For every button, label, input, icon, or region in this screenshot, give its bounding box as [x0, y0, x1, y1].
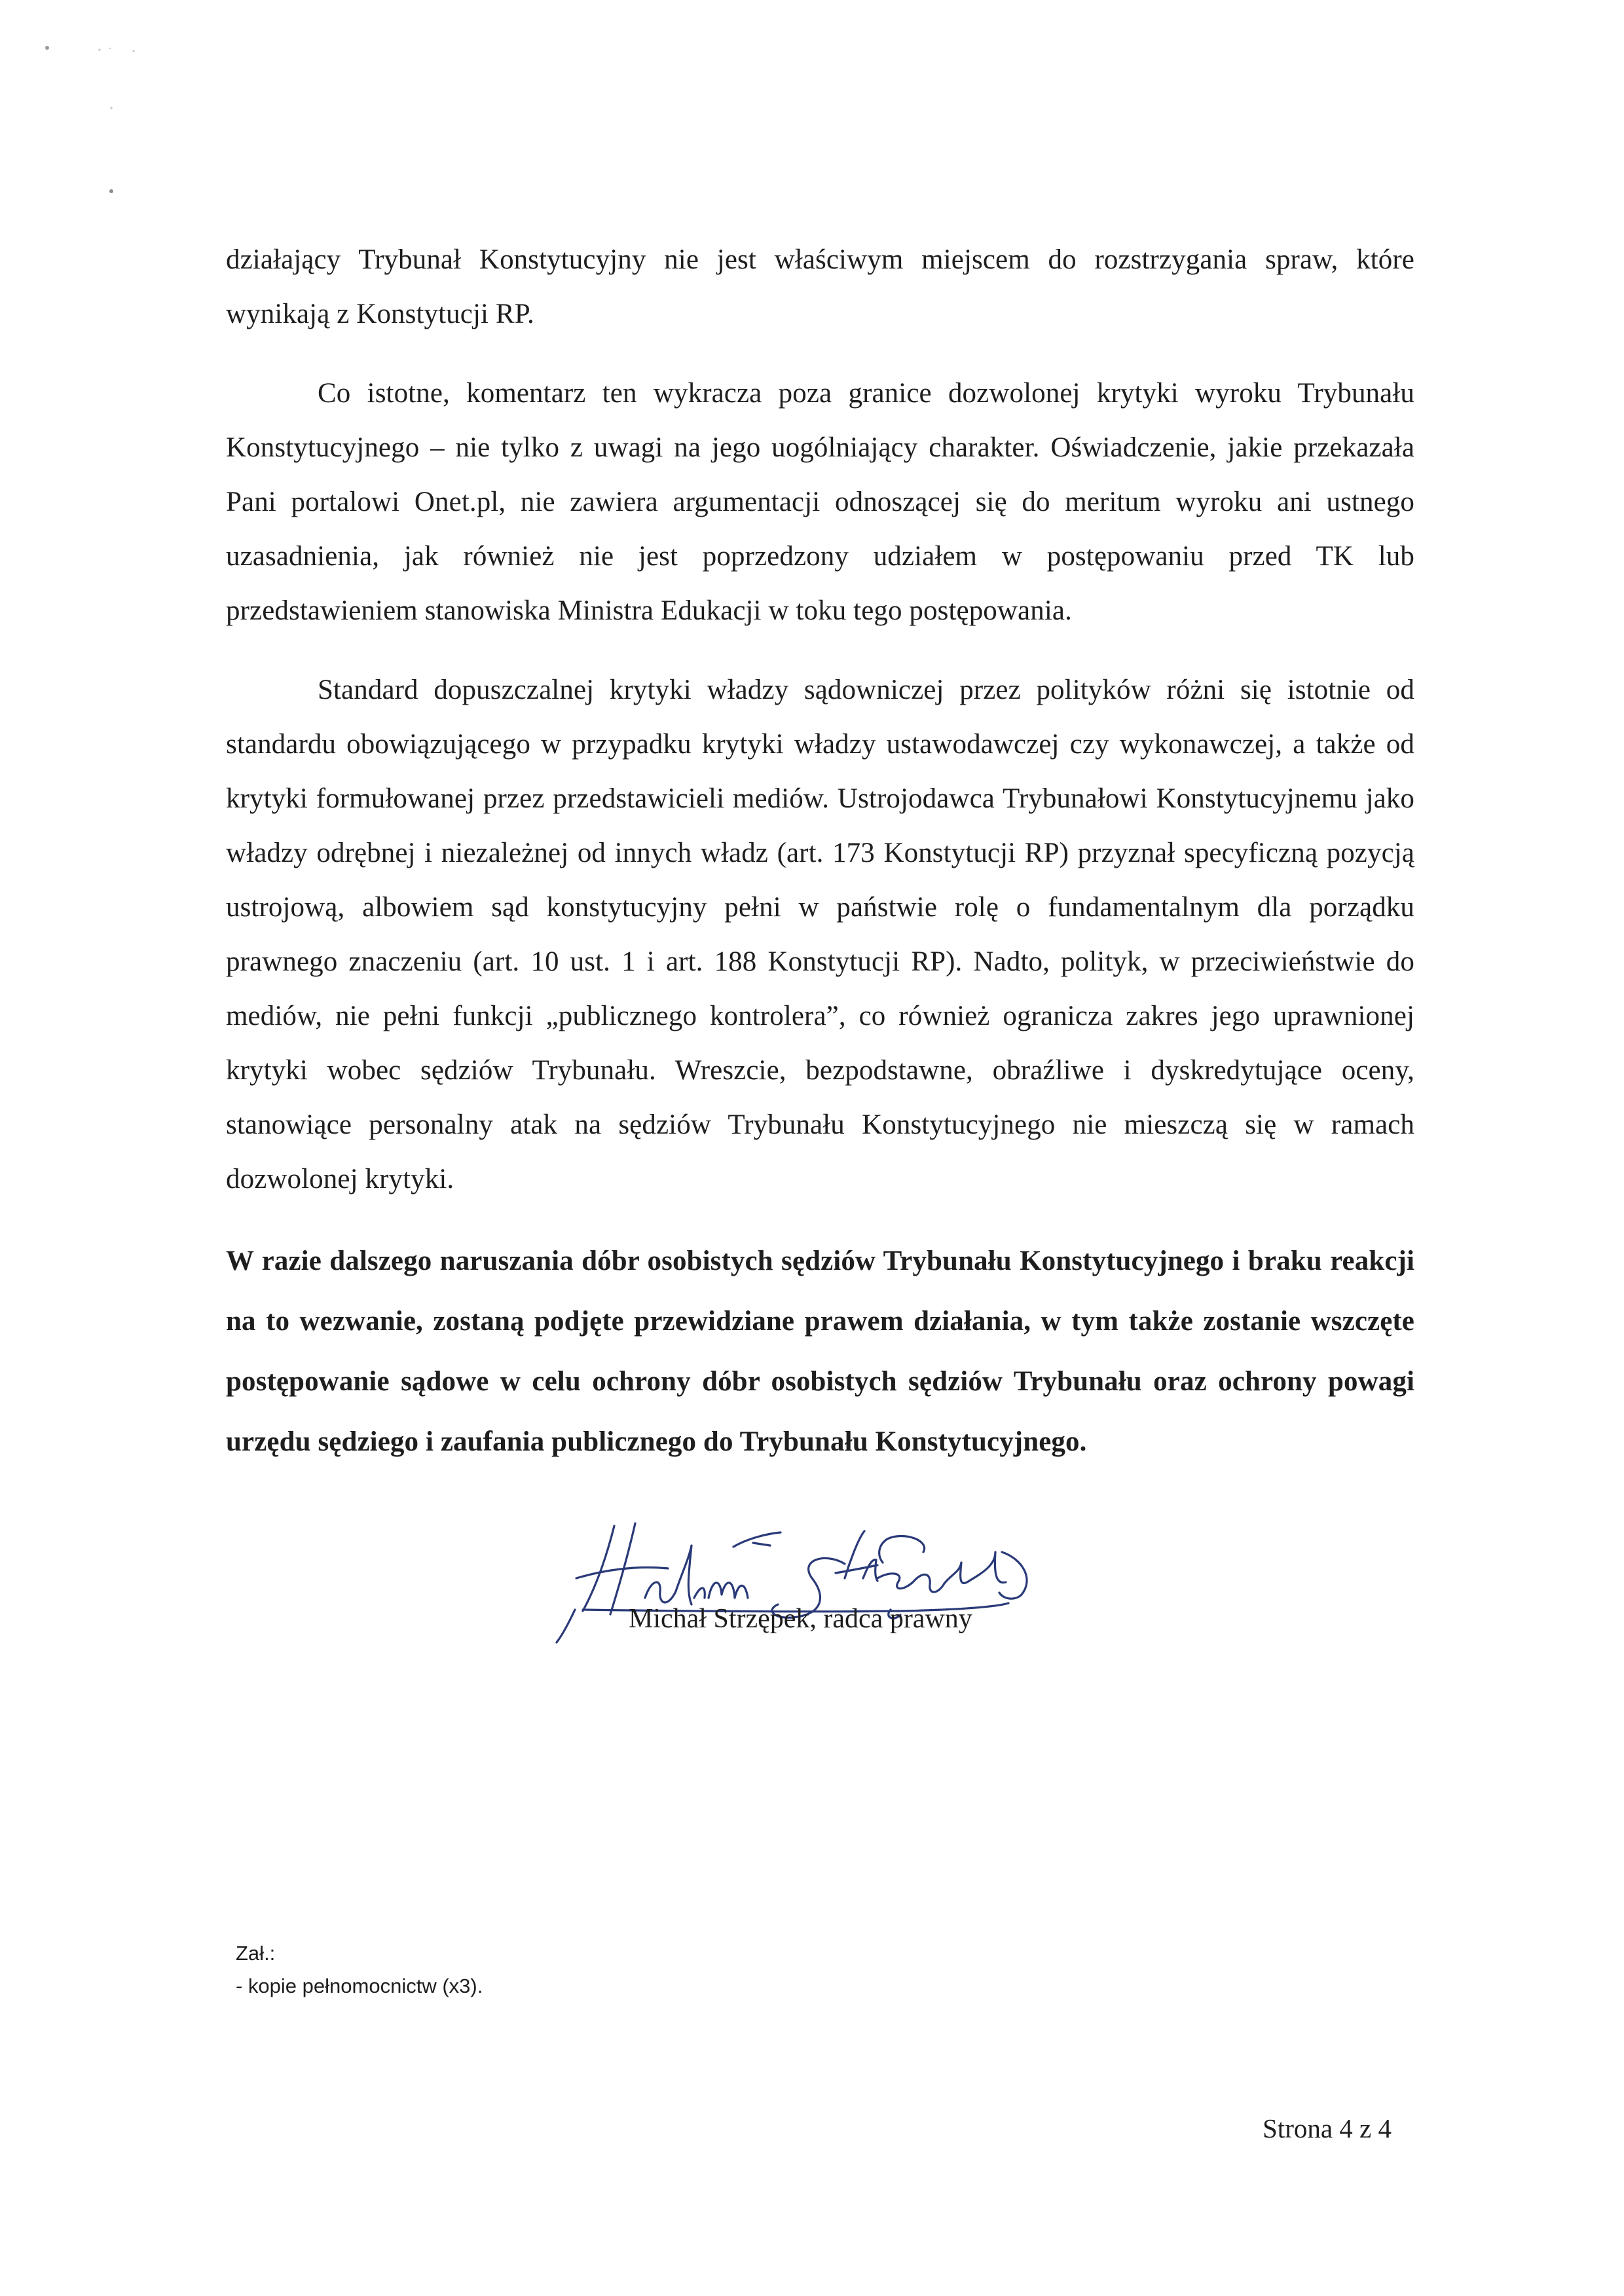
paragraph-critique-scope: Co istotne, komentarz ten wykracza poza granice dozwolonej krytyki wyroku Trybunału Konstytucyjnego – nie tylko z uwagi na jego uogólniający charakter. Oświadczenie, jakie przekazała Pani portalowi Onet.pl, nie zawiera argumentacji odnoszącej się do meritum wyroku ani ustnego uzasadnienia, jak również nie jest poprzedzony udziałem w postępowaniu przed TK lub przedstawieniem stanowiska Ministra Edukacji w toku tego postępowania.	[226, 378, 1414, 626]
attachments-section	[236, 1937, 483, 2003]
letter-body	[226, 232, 1414, 1497]
scan-specks	[0, 0, 170, 210]
paragraph-warning: W razie dalszego naruszania dóbr osobistych sędziów Trybunału Konstytucyjnego i braku reakcji na to wezwanie, zostaną podjęte przewidziane prawem działania, w tym także zostanie wszczęte postępowanie sądowe w celu ochrony dóbr osobistych sędziów Trybunału oraz ochrony powagi urzędu sędziego i zaufania publicznego do Trybunału Konstytucyjnego.	[226, 1246, 1414, 1457]
attachment-item: - kopie pełnomocnictw (x3).	[236, 1974, 483, 1997]
paragraph-continuation: działający Trybunał Konstytucyjny nie jest właściwym miejscem do rozstrzygania spraw, które wynikają z Konstytucji RP.	[226, 244, 1414, 329]
paragraph-critique-standard: Standard dopuszczalnej krytyki władzy sądowniczej przez polityków różni się istotnie od standardu obowiązującego w przypadku krytyki władzy ustawodawczej czy wykonawczej, a także od krytyki formułowanej przez przedstawicieli mediów. Ustrojodawca Trybunałowi Konstytucyjnemu jako władzy odrębnej i niezależnej od innych władz (art. 173 Konstytucji RP) przyznał specyficzną pozycją ustrojową, albowiem sąd konstytucyjny pełni w państwie rolę o fundamentalnym dla porządku prawnego znaczeniu (art. 10 ust. 1 i art. 188 Konstytucji RP). Nadto, polityk, w przeciwieństwie do mediów, nie pełni funkcji „publicznego kontrolera”, co również ogranicza zakres jego uprawnionej krytyki wobec sędziów Trybunału. Wreszcie, bezpodstawne, obraźliwe i dyskredytujące oceny, stanowiące personalny atak na sędziów Trybunału Konstytucyjnego nie mieszczą się w ramach dozwolonej krytyki.	[226, 675, 1414, 1194]
handwritten-signature	[537, 1500, 1126, 1670]
page-number: Strona 4 z 4	[1263, 2113, 1392, 2143]
signature-block	[537, 1500, 1126, 1670]
attachments-label: Zał.:	[236, 1942, 276, 1965]
signer-name: Michał Strzępek, radca prawny	[629, 1604, 972, 1634]
